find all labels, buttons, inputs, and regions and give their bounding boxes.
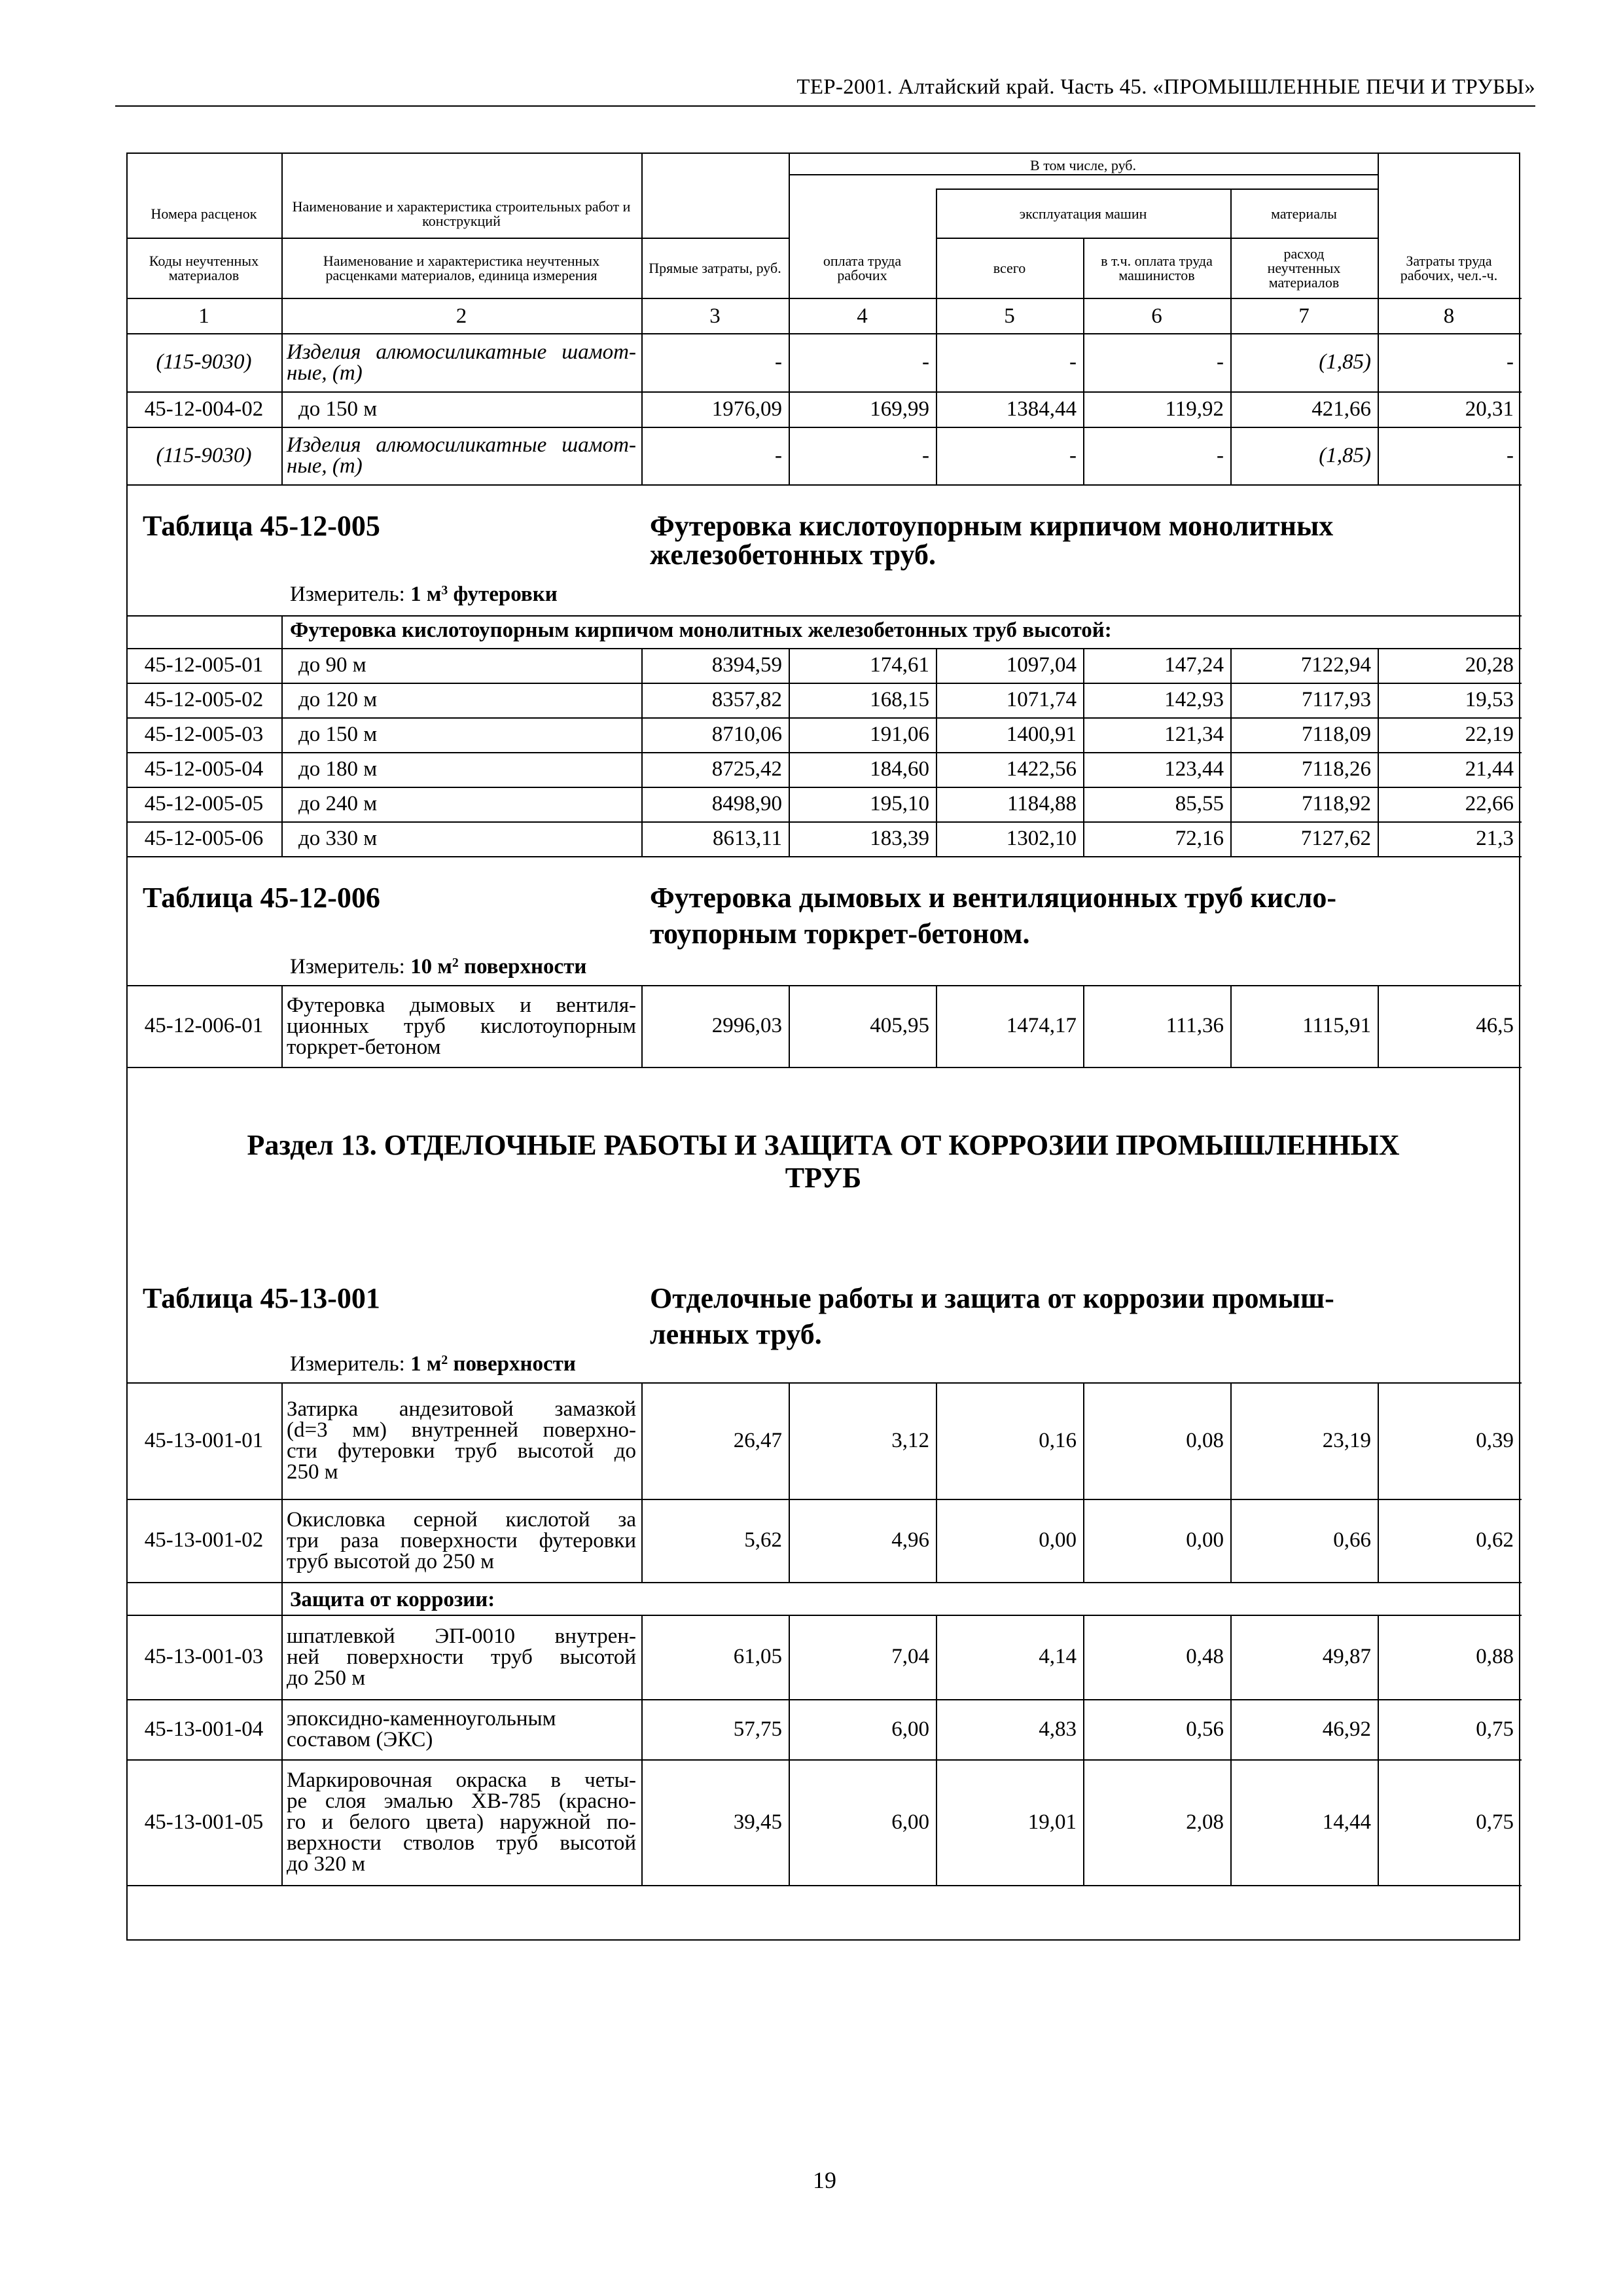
- grid-vline: [281, 615, 283, 648]
- cell-text-line: торкрет-бетоном: [287, 1035, 441, 1059]
- measure-prefix: Измеритель:: [290, 1352, 405, 1376]
- value-c5: 1302,10: [1006, 827, 1077, 850]
- value-c6: 72,16: [1175, 827, 1224, 850]
- value-c3: 8498,90: [711, 792, 782, 816]
- value-c4: 195,10: [870, 792, 929, 816]
- group-subheader: Футеровка кислотоупорным кирпичом монолитных железобетонных труб высотой:: [290, 619, 1112, 642]
- value-c5: 0,00: [1039, 1528, 1077, 1552]
- work-name: [287, 1382, 636, 1499]
- value-c3: 8710,06: [711, 723, 782, 746]
- value-c3: 2996,03: [711, 1014, 782, 1037]
- value-c7: (1,85): [1319, 350, 1371, 374]
- cell-text-line: верхности стволов труб высотой: [287, 1831, 636, 1855]
- value-c5: 4,83: [1039, 1717, 1077, 1741]
- cell-text-line: Маркировочная окраска в четы-: [287, 1768, 636, 1792]
- grid-vline: [281, 1699, 283, 1759]
- value-c5: -: [1069, 350, 1077, 374]
- rate-code: 45-13-001-01: [144, 1428, 264, 1452]
- work-name: [287, 985, 636, 1067]
- value-c4: 7,04: [891, 1645, 929, 1668]
- value-c5: 1474,17: [1006, 1014, 1077, 1037]
- value-c6: 0,56: [1186, 1717, 1224, 1741]
- value-c8: 46,5: [1476, 1014, 1514, 1037]
- header-cell: в т.ч. оплата труда машинистов: [1101, 253, 1213, 283]
- cell-text-line: ре слоя эмалью ХВ-785 (красно-: [287, 1789, 636, 1813]
- grid-vline: [281, 648, 283, 683]
- header-cell: оплата труда рабочих: [823, 253, 902, 283]
- grid-vline: [281, 1499, 283, 1582]
- value-c6: 0,00: [1186, 1528, 1224, 1552]
- work-name: [287, 1615, 636, 1699]
- measure-prefix: Измеритель:: [290, 583, 405, 606]
- value-c8: 19,53: [1465, 688, 1514, 711]
- value-c3: -: [775, 350, 782, 374]
- rate-code: 45-12-004-02: [144, 397, 264, 421]
- header-cell: Наименование и характеристика строительных работ и конструкций: [292, 198, 631, 229]
- header-cell: расход неучтенных материалов: [1267, 245, 1341, 291]
- value-c3: 39,45: [733, 1810, 782, 1834]
- rate-code: 45-12-005-06: [144, 827, 264, 850]
- value-c8: -: [1507, 350, 1514, 374]
- value-c7: 14,44: [1322, 1810, 1371, 1834]
- value-c8: -: [1507, 443, 1514, 467]
- header-cell: В том числе, руб.: [1030, 157, 1136, 173]
- value-c3: 26,47: [733, 1428, 782, 1452]
- value-c7: 23,19: [1322, 1428, 1371, 1452]
- value-c4: -: [922, 443, 929, 467]
- cell-text-line: ней поверхности труб высотой: [287, 1645, 636, 1669]
- measure-value: 1 м: [410, 583, 442, 606]
- grid-hline: [126, 856, 1522, 857]
- grid-vline: [281, 1582, 283, 1615]
- measure-power: 2: [452, 956, 459, 970]
- cell-text-line: труб высотой до 250 м: [287, 1549, 495, 1573]
- page-number: 19: [813, 2167, 836, 2193]
- table-title-line2: тоупорным торкрет-бетоном.: [650, 918, 1030, 950]
- measure-value: 10 м: [410, 955, 452, 978]
- value-c7: 7118,26: [1301, 757, 1371, 781]
- value-c5: -: [1069, 443, 1077, 467]
- rate-code: 45-13-001-05: [144, 1810, 264, 1834]
- rate-code: 45-13-001-03: [144, 1645, 264, 1668]
- value-c7: (1,85): [1319, 443, 1371, 467]
- value-c3: 8394,59: [711, 653, 782, 677]
- value-c6: 147,24: [1164, 653, 1224, 677]
- header-cell: Затраты труда рабочих, чел.-ч.: [1400, 253, 1498, 283]
- header-cell: Наименование и характеристика неучтенных расценками материалов, единица измерения: [323, 253, 600, 283]
- value-c5: 1422,56: [1006, 757, 1077, 781]
- column-number: 8: [1443, 304, 1455, 328]
- section-title-line2: ТРУБ: [785, 1162, 862, 1194]
- value-c7: 46,92: [1322, 1717, 1371, 1741]
- value-c6: 119,92: [1165, 397, 1224, 421]
- rate-code: 45-13-001-04: [144, 1717, 264, 1741]
- value-c5: 4,14: [1039, 1645, 1077, 1668]
- rate-code: 45-12-005-03: [144, 723, 264, 746]
- value-c8: 22,66: [1465, 792, 1514, 816]
- header-cell: всего: [993, 260, 1026, 276]
- value-c5: 1400,91: [1006, 723, 1077, 746]
- grid-vline: [281, 333, 283, 484]
- value-c4: 169,99: [870, 397, 929, 421]
- value-c3: 8357,82: [711, 688, 782, 711]
- grid-vline: [281, 787, 283, 821]
- work-name: [287, 1759, 636, 1885]
- value-c6: 0,48: [1186, 1645, 1224, 1668]
- cell-text-line: сти футеровки труб высотой до: [287, 1439, 636, 1463]
- value-c4: 168,15: [870, 688, 929, 711]
- header-cell: Прямые затраты, руб.: [649, 260, 781, 276]
- measure-value: 1 м: [410, 1352, 442, 1376]
- work-name: [287, 1699, 636, 1759]
- measure-power: 2: [441, 1353, 448, 1367]
- header-cell: Коды неучтенных материалов: [149, 253, 259, 283]
- column-number: 6: [1151, 304, 1162, 328]
- table-title-line1: Футеровка дымовых и вентиляционных труб кисло-: [650, 882, 1337, 914]
- cell-text-line: 250 м: [287, 1460, 338, 1484]
- work-name: до 150 м: [298, 397, 378, 421]
- grid-hline: [126, 1885, 1522, 1886]
- work-name: до 120 м: [298, 688, 378, 711]
- table-title: Футеровка кислотоупорным кирпичом монолитных железобетонных труб.: [650, 510, 1334, 571]
- value-c6: -: [1217, 350, 1224, 374]
- header-cell: материалы: [1271, 205, 1337, 222]
- group-subheader: Защита от коррозии:: [290, 1588, 495, 1611]
- value-c5: 1184,88: [1007, 792, 1077, 816]
- grid-vline: [281, 821, 283, 856]
- measure-unit: [290, 1351, 576, 1377]
- cell-text-line: эпоксидно-каменноугольным: [287, 1707, 556, 1731]
- header-rule: [115, 105, 1535, 107]
- table-label: Таблица 45-12-006: [143, 882, 380, 914]
- measure-suffix: поверхности: [453, 1352, 576, 1376]
- table-label: Таблица 45-12-005: [143, 510, 380, 542]
- measure-prefix: Измеритель:: [290, 955, 405, 978]
- value-c7: 7127,62: [1300, 827, 1371, 850]
- value-c7: 421,66: [1311, 397, 1371, 421]
- grid-vline: [281, 717, 283, 752]
- cell-text-line: ционных труб кислотоупорным: [287, 1014, 636, 1038]
- cell-text-line: ные, (т): [287, 361, 363, 385]
- value-c8: 0,62: [1476, 1528, 1514, 1552]
- value-c6: 85,55: [1175, 792, 1224, 816]
- value-c7: 0,66: [1333, 1528, 1371, 1552]
- value-c6: 111,36: [1166, 1014, 1224, 1037]
- value-c4: 6,00: [891, 1810, 929, 1834]
- value-c8: 0,88: [1476, 1645, 1514, 1668]
- rate-code: 45-12-005-01: [144, 653, 264, 677]
- rate-code: 45-13-001-02: [144, 1528, 264, 1552]
- grid-hline: [126, 615, 1522, 617]
- rate-code: 45-12-006-01: [144, 1014, 264, 1037]
- work-name: [287, 1499, 636, 1582]
- value-c8: 20,31: [1465, 397, 1514, 421]
- cell-text-line: составом (ЭКС): [287, 1728, 433, 1751]
- column-number: 1: [198, 304, 209, 328]
- measure-unit: [290, 581, 558, 607]
- work-name: до 180 м: [298, 757, 378, 781]
- value-c5: 19,01: [1027, 1810, 1077, 1834]
- value-c6: -: [1217, 443, 1224, 467]
- material-code: (115-9030): [156, 443, 252, 467]
- value-c8: 20,28: [1465, 653, 1514, 677]
- value-c6: 2,08: [1186, 1810, 1224, 1834]
- value-c8: 0,39: [1476, 1428, 1514, 1452]
- value-c3: 61,05: [733, 1645, 782, 1668]
- cell-text-line: Изделия алюмосиликатные шамот-: [287, 433, 636, 457]
- measure-unit: [290, 954, 586, 980]
- running-header: ТЕР-2001. Алтайский край. Часть 45. «ПРОМЫШЛЕННЫЕ ПЕЧИ И ТРУБЫ»: [796, 75, 1535, 99]
- section-title-line1: Раздел 13. ОТДЕЛОЧНЫЕ РАБОТЫ И ЗАЩИТА ОТ КОРРОЗИИ ПРОМЫШЛЕННЫХ: [247, 1129, 1400, 1161]
- table-title-line2: ленных труб.: [650, 1318, 822, 1350]
- value-c7: 7118,92: [1301, 792, 1371, 816]
- cell-text-line: три раза поверхности футеровки: [287, 1528, 636, 1552]
- value-c8: 21,44: [1465, 757, 1514, 781]
- measure-suffix: поверхности: [463, 955, 587, 978]
- grid-vline: [281, 1382, 283, 1499]
- value-c3: -: [775, 443, 782, 467]
- value-c5: 1384,44: [1006, 397, 1077, 421]
- value-c6: 142,93: [1164, 688, 1224, 711]
- value-c4: 6,00: [891, 1717, 929, 1741]
- grid-hline: [789, 174, 1378, 175]
- grid-vline: [281, 683, 283, 717]
- material-code: (115-9030): [156, 350, 252, 374]
- cell-text-line: Футеровка дымовых и вентиля-: [287, 993, 636, 1017]
- value-c8: 22,19: [1465, 723, 1514, 746]
- value-c4: 3,12: [891, 1428, 929, 1452]
- value-c4: 405,95: [870, 1014, 929, 1037]
- column-number: 7: [1298, 304, 1310, 328]
- value-c8: 0,75: [1476, 1717, 1514, 1741]
- value-c4: 191,06: [870, 723, 929, 746]
- header-cell: Номера расценок: [151, 205, 257, 222]
- grid-hline: [126, 1067, 1522, 1068]
- value-c3: 1976,09: [711, 397, 782, 421]
- value-c6: 0,08: [1186, 1428, 1224, 1452]
- value-c3: 57,75: [733, 1717, 782, 1741]
- value-c6: 123,44: [1164, 757, 1224, 781]
- cell-text-line: ные, (т): [287, 454, 363, 478]
- cell-text-line: до 250 м: [287, 1666, 366, 1690]
- column-number: 3: [709, 304, 721, 328]
- measure-suffix: футеровки: [453, 583, 558, 606]
- grid-hline: [126, 484, 1522, 486]
- table-title-line1: Отделочные работы и защита от коррозии промыш-: [650, 1282, 1334, 1314]
- rate-code: 45-12-005-04: [144, 757, 264, 781]
- grid-hline: [126, 1582, 1522, 1583]
- work-name: до 150 м: [298, 723, 378, 746]
- rate-code: 45-12-005-02: [144, 688, 264, 711]
- material-name: [287, 333, 636, 391]
- value-c4: 4,96: [891, 1528, 929, 1552]
- value-c7: 49,87: [1322, 1645, 1371, 1668]
- value-c4: -: [922, 350, 929, 374]
- cell-text-line: Окисловка серной кислотой за: [287, 1507, 636, 1532]
- grid-vline: [281, 1759, 283, 1885]
- value-c8: 0,75: [1476, 1810, 1514, 1834]
- value-c7: 7118,09: [1301, 723, 1371, 746]
- header-cell: эксплуатация машин: [1019, 205, 1147, 222]
- value-c4: 174,61: [870, 653, 929, 677]
- value-c6: 121,34: [1164, 723, 1224, 746]
- value-c3: 5,62: [744, 1528, 782, 1552]
- value-c5: 0,16: [1039, 1428, 1077, 1452]
- value-c5: 1071,74: [1006, 688, 1077, 711]
- value-c3: 8613,11: [712, 827, 782, 850]
- column-number: 5: [1004, 304, 1015, 328]
- cell-text-line: шпатлевкой ЭП-0010 внутрен-: [287, 1624, 636, 1648]
- work-name: до 90 м: [298, 653, 366, 677]
- work-name: до 240 м: [298, 792, 378, 816]
- cell-text-line: Затирка андезитовой замазкой: [287, 1397, 636, 1421]
- column-number: 4: [857, 304, 868, 328]
- value-c4: 184,60: [870, 757, 929, 781]
- material-name: [287, 427, 636, 484]
- cell-text-line: до 320 м: [287, 1852, 366, 1876]
- grid-vline: [281, 1615, 283, 1699]
- grid-vline: [281, 752, 283, 787]
- measure-power: 3: [441, 583, 448, 598]
- grid-vline: [281, 985, 283, 1067]
- rate-code: 45-12-005-05: [144, 792, 264, 816]
- value-c7: 1115,91: [1302, 1014, 1371, 1037]
- cell-text-line: (d=3 мм) внутренней поверхно-: [287, 1418, 636, 1442]
- cell-text-line: го и белого цвета) наружной по-: [287, 1810, 636, 1834]
- table-label: Таблица 45-13-001: [143, 1282, 380, 1314]
- value-c3: 8725,42: [711, 757, 782, 781]
- value-c7: 7122,94: [1300, 653, 1371, 677]
- column-number: 2: [455, 304, 467, 328]
- work-name: до 330 м: [298, 827, 378, 850]
- section-title: [126, 1129, 1520, 1194]
- value-c7: 7117,93: [1301, 688, 1371, 711]
- value-c4: 183,39: [870, 827, 929, 850]
- value-c8: 21,3: [1476, 827, 1514, 850]
- cell-text-line: Изделия алюмосиликатные шамот-: [287, 340, 636, 364]
- value-c5: 1097,04: [1006, 653, 1077, 677]
